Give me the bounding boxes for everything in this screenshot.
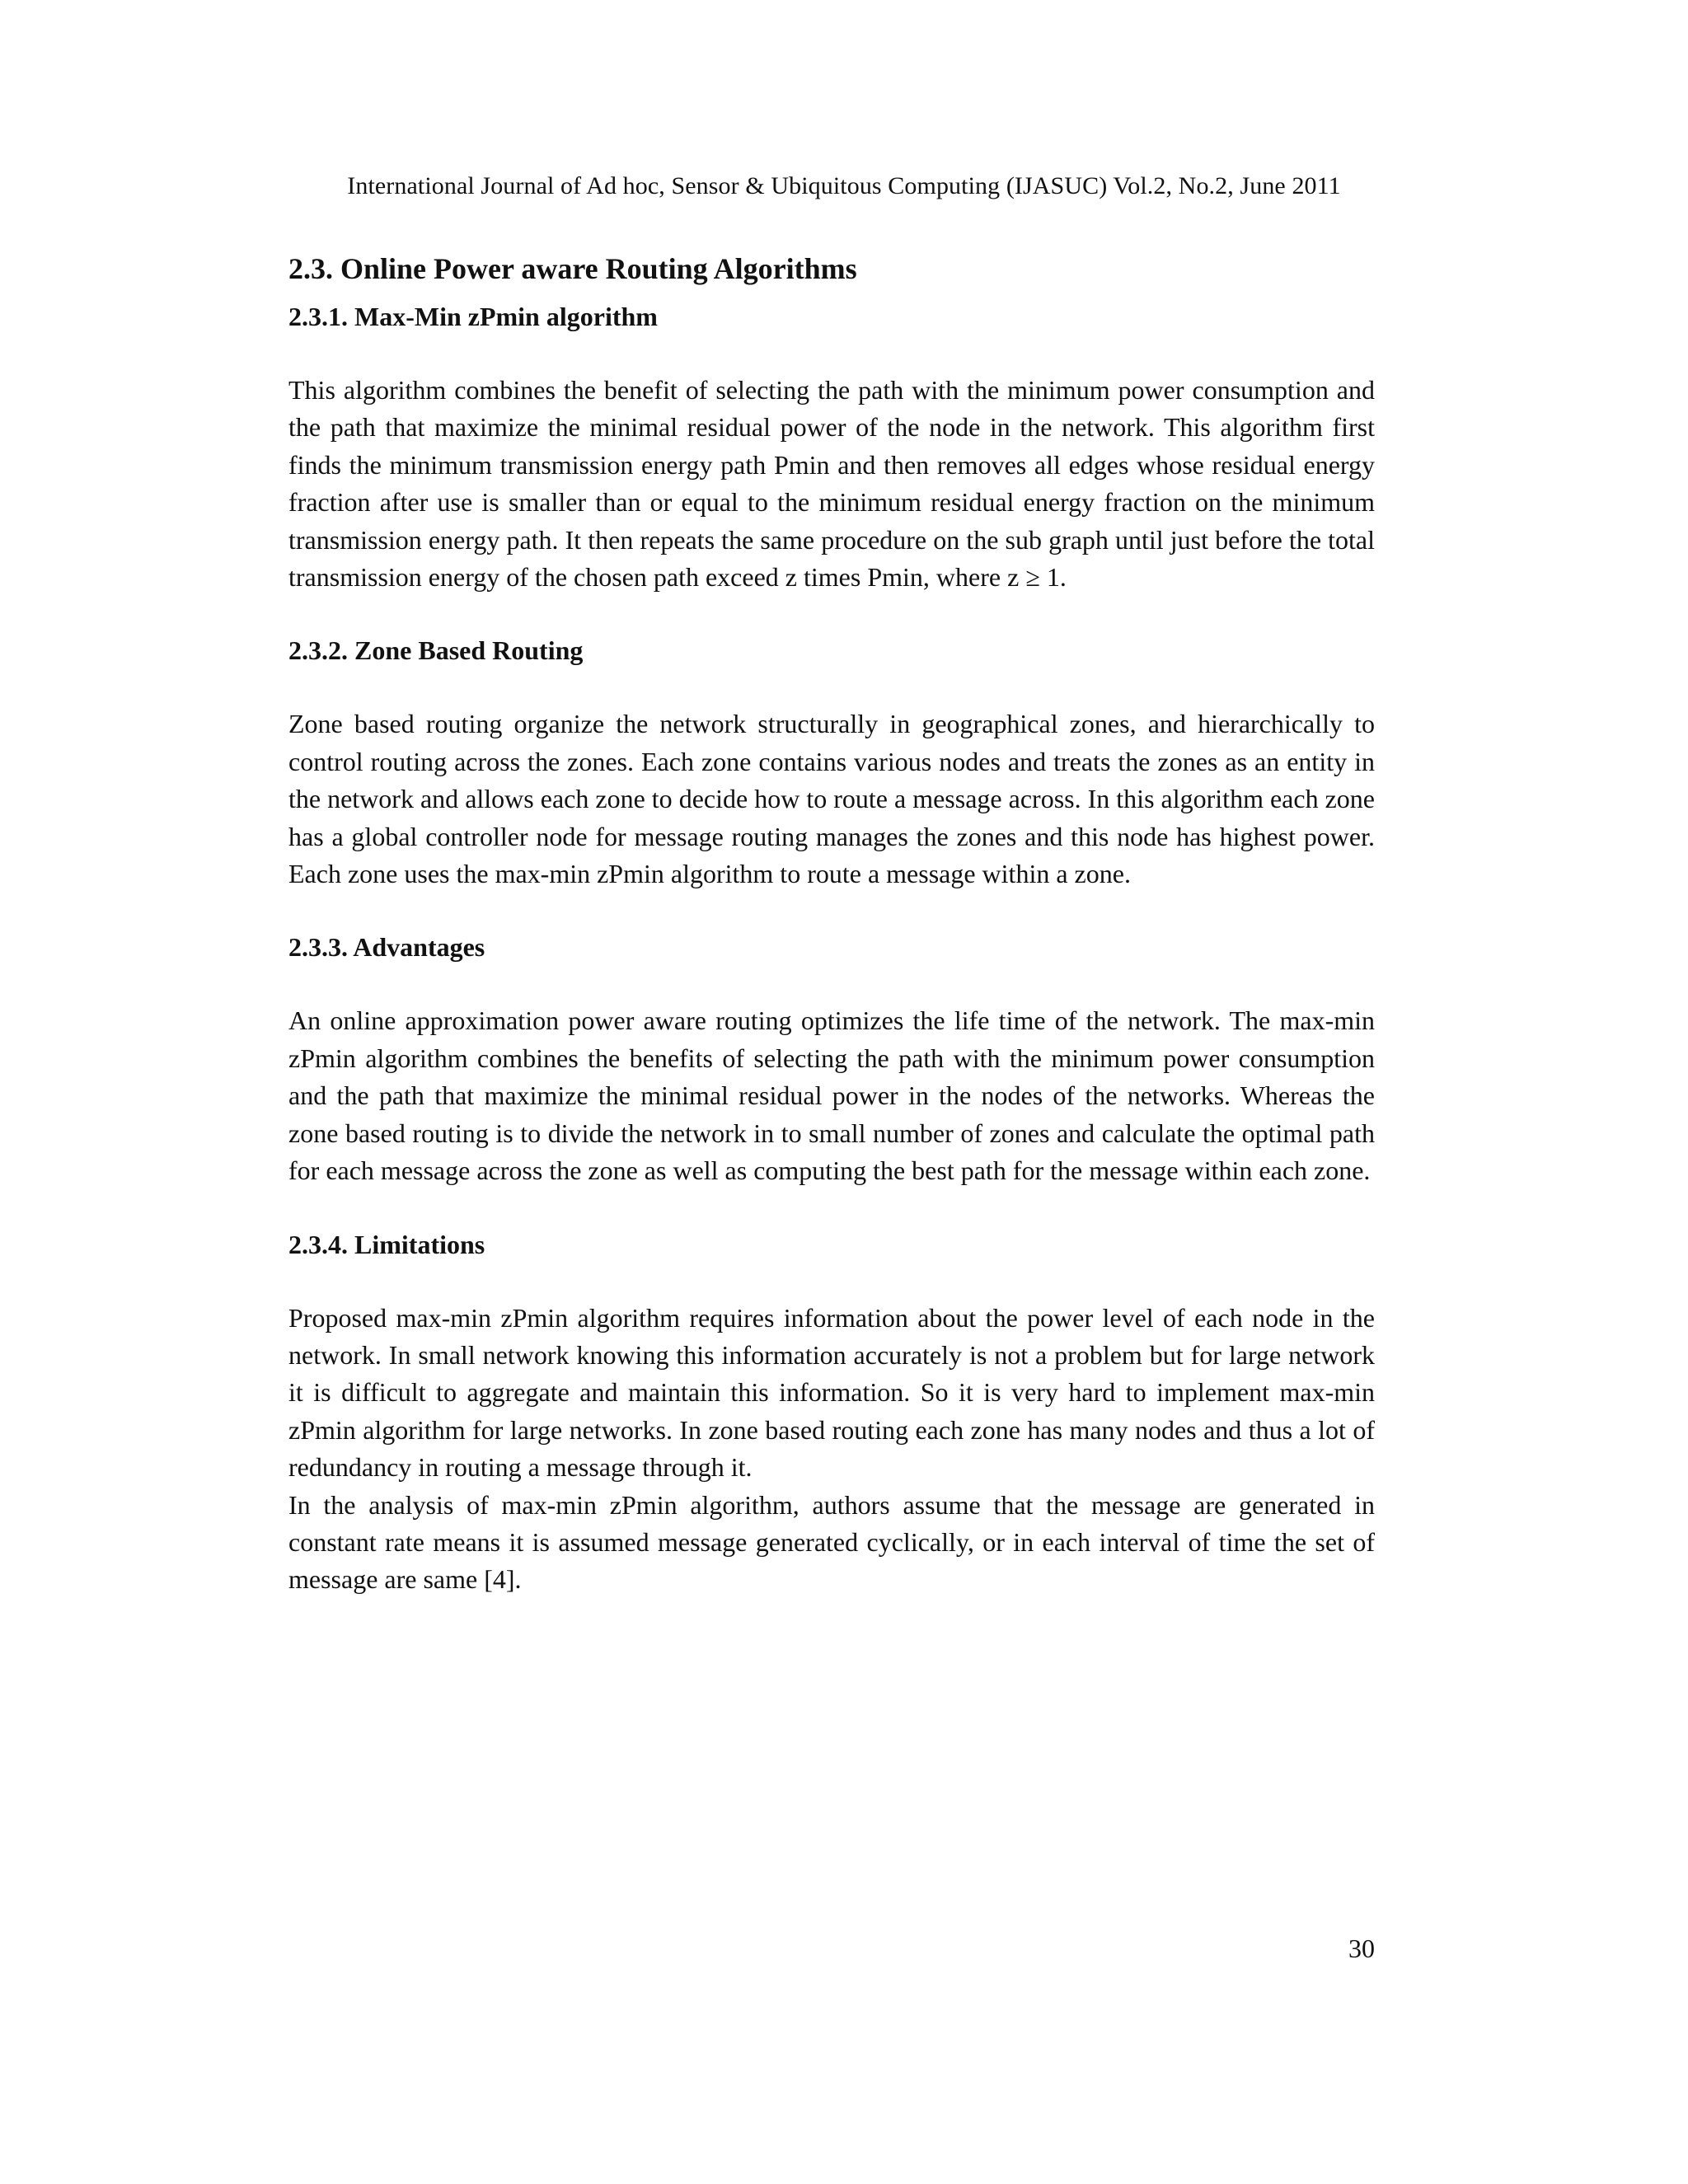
subsection-heading-zone-based: 2.3.2. Zone Based Routing xyxy=(288,635,584,666)
paragraph-limitations-2: In the analysis of max-min zPmin algorithm, authors assume that the message are generated in constant rate means it is assumed message generated cyclically, or in each interval of time the set of message are same [4]. xyxy=(288,1489,1375,1595)
section-heading: 2.3. Online Power aware Routing Algorithms xyxy=(288,252,857,285)
paragraph-limitations-1: Proposed max-min zPmin algorithm requires information about the power level of each node in the network. In small network knowing this information accurately is not a problem but for large network it is difficult to aggregate and maintain this information. So it is very hard to implement max-min zPmin algorithm for large networks. In zone based routing each zone has many nodes and thus a lot of redundancy in routing a message through it. xyxy=(288,1302,1375,1483)
subsection-heading-advantages: 2.3.3. Advantages xyxy=(288,932,485,963)
paragraph-advantages: An online approximation power aware routing optimizes the life time of the network. The max-min zPmin algorithm combines the benefits of selecting the path with the minimum power consumption and the path that maximize the minimal residual power in the nodes of the networks. Whereas the zone based routing is to divide the network in to small number of zones and calculate the optimal path for each message across the zone as well as computing the best path for the message within each zone. xyxy=(288,1005,1375,1186)
subsection-heading-max-min: 2.3.1. Max-Min zPmin algorithm xyxy=(288,302,658,331)
page-number: 30 xyxy=(1348,1933,1375,1963)
running-header: International Journal of Ad hoc, Sensor & Ubiquitous Computing (IJASUC) Vol.2, No.2, June 2011 xyxy=(347,172,1341,199)
article-body xyxy=(288,249,1375,1635)
paragraph-max-min: This algorithm combines the benefit of selecting the path with the minimum power consumption and the path that maximize the minimal residual power of the node in the network. This algorithm first finds the minimum transmission energy path Pmin and then removes all edges whose residual energy fraction after use is smaller than or equal to the minimum residual energy fraction on the minimum transmission energy path. It then repeats the same procedure on the sub graph until just before the total transmission energy of the chosen path exceed z times Pmin, where z ≥ 1. xyxy=(288,375,1375,593)
paragraph-zone-based: Zone based routing organize the network structurally in geographical zones, and hierarchically to control routing across the zones. Each zone contains various nodes and treats the zones as an entity in the network and allows each zone to decide how to route a message across. In this algorithm each zone has a global controller node for message routing manages the zones and this node has highest power. Each zone uses the max-min zPmin algorithm to route a message within a zone. xyxy=(288,709,1375,889)
subsection-heading-limitations: 2.3.4. Limitations xyxy=(288,1229,485,1259)
